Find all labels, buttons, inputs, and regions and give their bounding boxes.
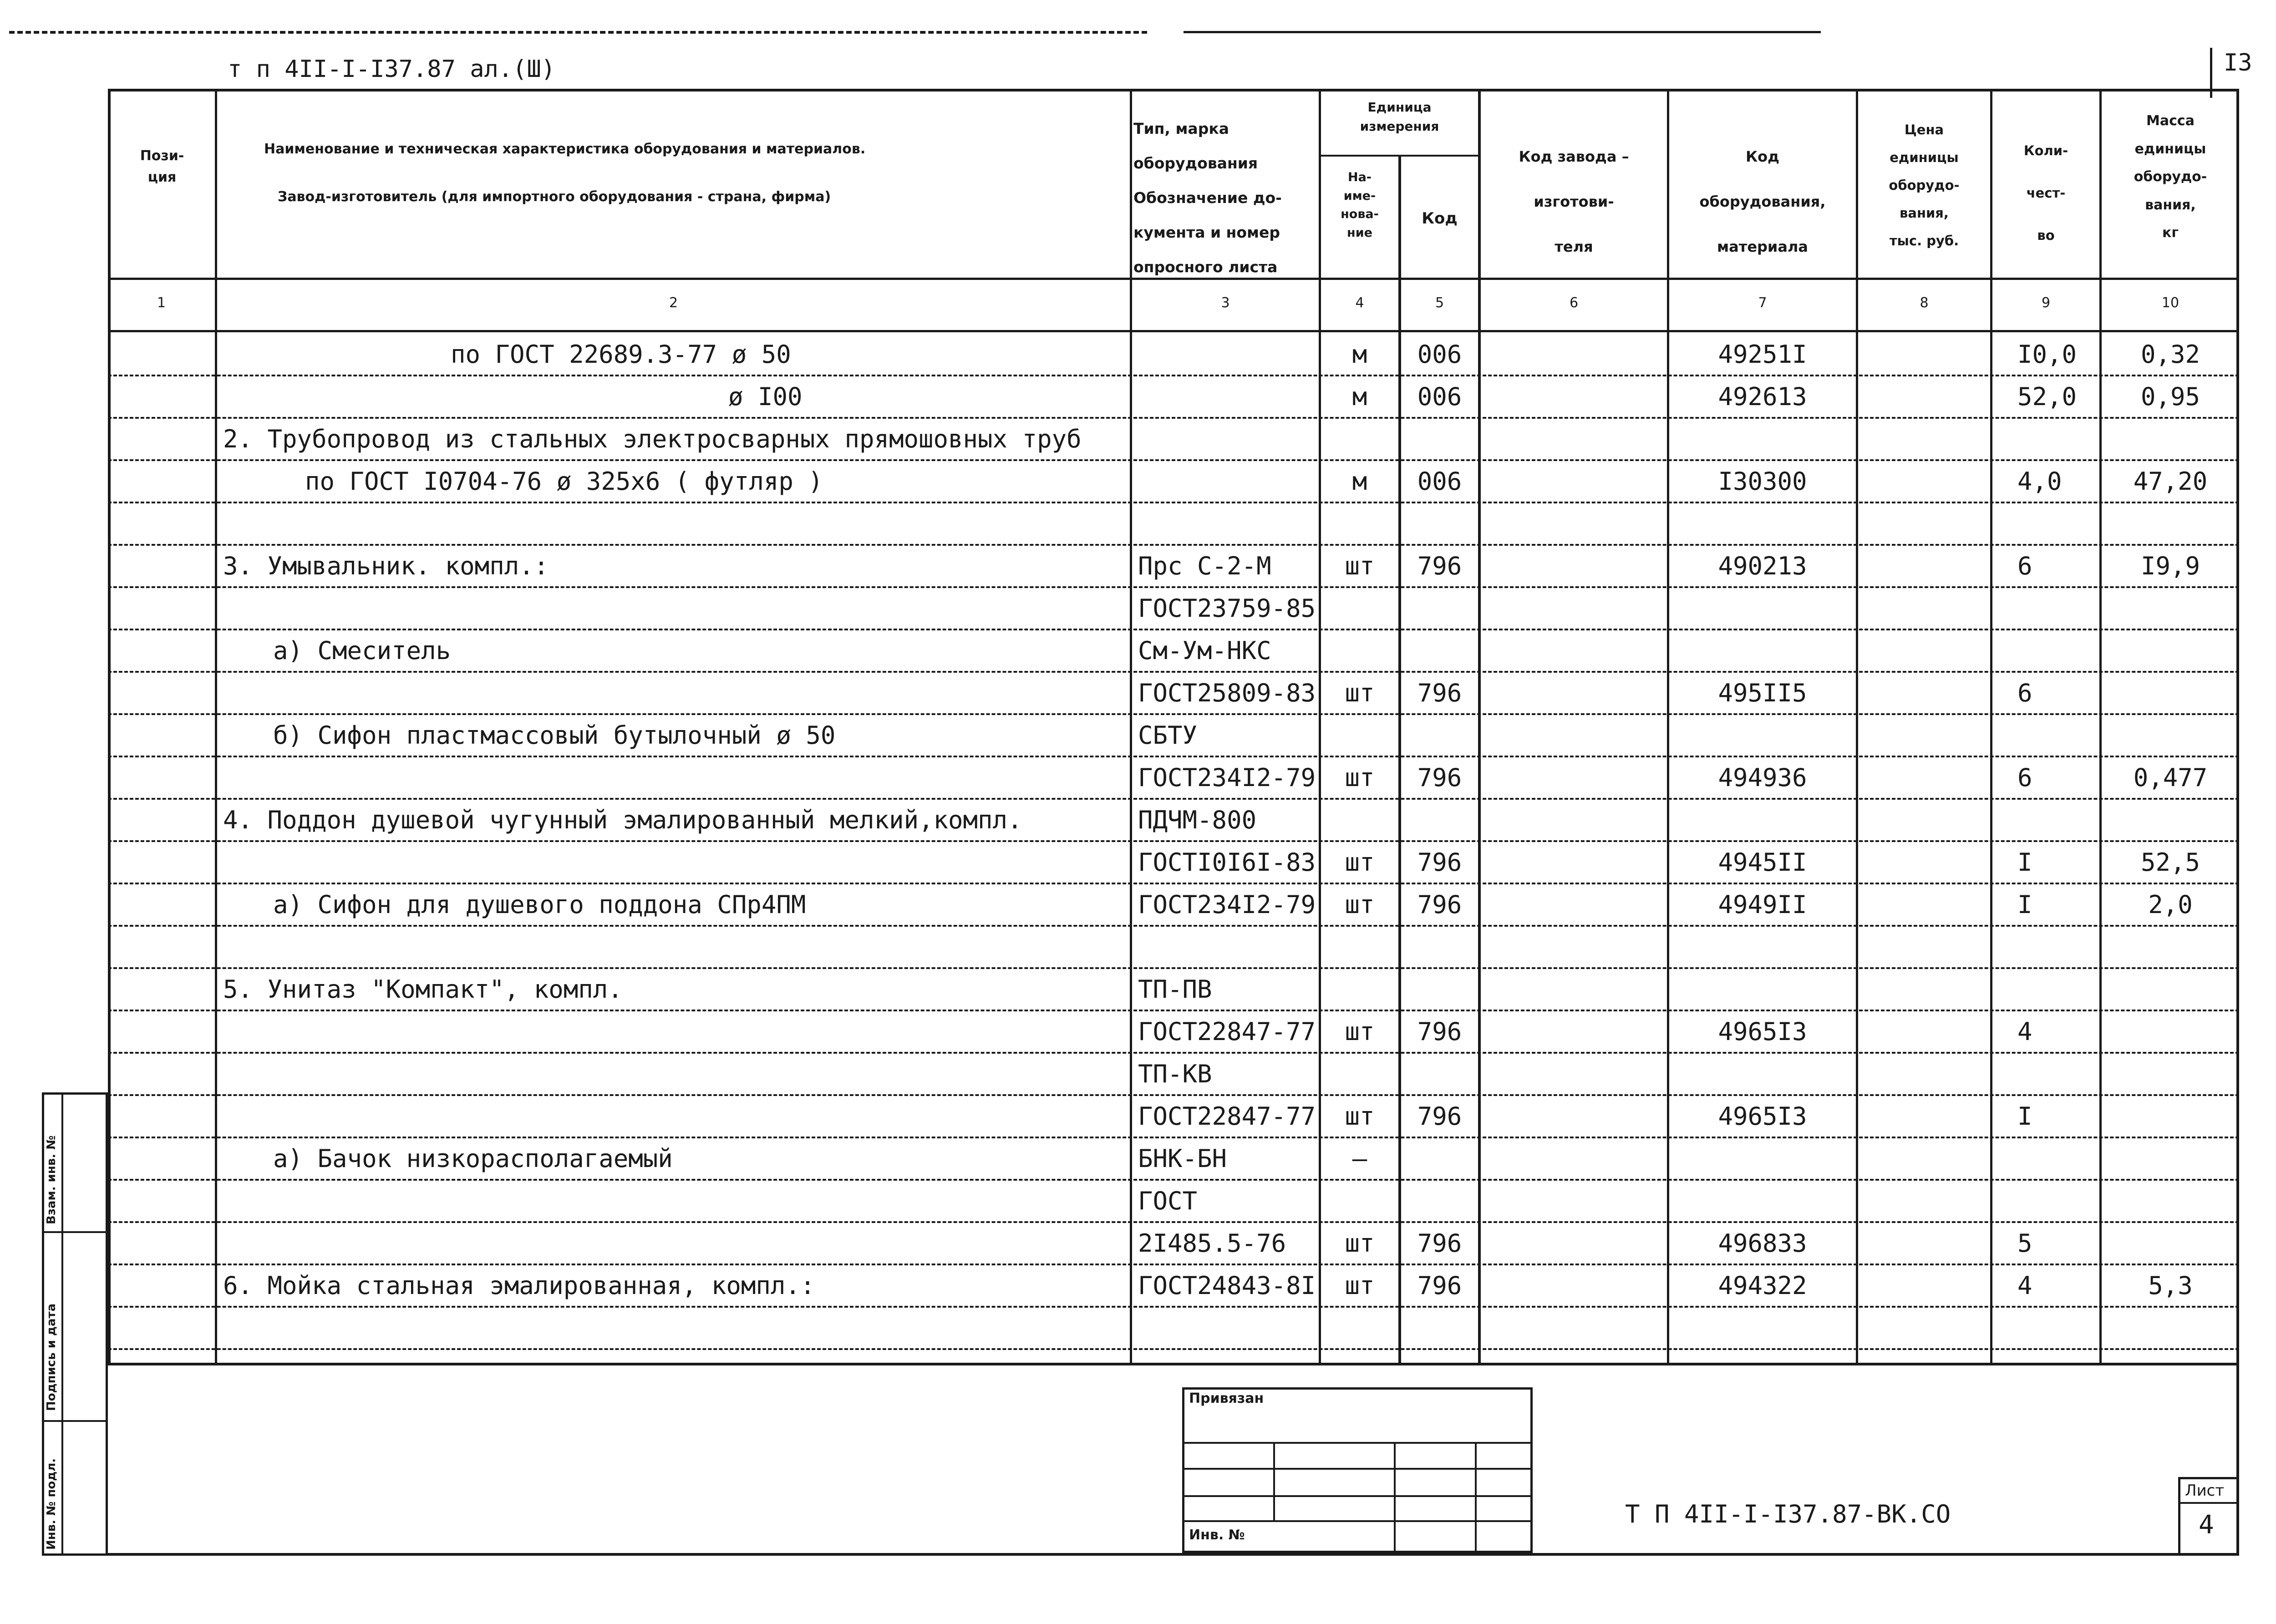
header-quantity: Коли- чест- во	[2023, 143, 2068, 243]
cell-unit: шт	[1345, 1229, 1375, 1258]
column-number: 7	[1758, 295, 1767, 311]
top-rule-right	[1184, 31, 1821, 33]
cell-desc: а) Бачок низкорасполагаемый	[273, 1144, 673, 1173]
document-code-top: т п 4II-I-I37.87 ал.(Ш)	[228, 56, 556, 83]
cell-unit: шт	[1345, 890, 1375, 919]
cell-qty: I	[2017, 1102, 2032, 1131]
cell-unit: шт	[1345, 763, 1375, 792]
inventory-label: Инв. №	[1189, 1527, 1245, 1543]
cell-type: ГОСТ22847-77	[1138, 1102, 1316, 1131]
row-separator	[108, 502, 2239, 503]
cell-qty: 6	[2017, 679, 2032, 707]
header-unit-code: Код	[1422, 209, 1458, 228]
cell-type: ГОСТ234I2-79	[1138, 890, 1316, 919]
cell-desc: 3. Умывальник. компл.:	[223, 552, 549, 580]
attached-hline-3	[1182, 1495, 1533, 1497]
row-separator	[108, 1306, 2239, 1308]
row-separator	[108, 967, 2239, 969]
cell-unit: м	[1352, 340, 1367, 369]
cell-qty: I	[2017, 890, 2032, 919]
cell-mass: I9,9	[2140, 552, 2200, 580]
col-line-1	[215, 89, 217, 1365]
cell-unit: —	[1352, 1144, 1367, 1173]
col-line-2	[1130, 89, 1132, 1365]
cell-type: ГОСТ23759-85	[1138, 594, 1316, 623]
cell-type: ГОСТ234I2-79	[1138, 763, 1316, 792]
cell-type: ГОСТ24843-8I	[1138, 1271, 1316, 1300]
cell-code: 006	[1417, 467, 1462, 496]
cell-unit: шт	[1345, 848, 1375, 877]
cell-code: 006	[1417, 340, 1462, 369]
column-number: 5	[1435, 295, 1444, 311]
header-material-code: Код оборудования, материала	[1699, 148, 1826, 256]
cell-desc: 2. Трубопровод из стальных электросварных прямошовных труб	[223, 425, 1082, 453]
cell-mat: 4949II	[1718, 890, 1807, 919]
header-factory-code: Код завода – изготови- теля	[1519, 148, 1629, 256]
cell-code: 006	[1417, 382, 1462, 411]
top-rule	[9, 31, 1147, 34]
cell-code: 796	[1417, 890, 1462, 919]
attached-vline-1	[1273, 1442, 1275, 1522]
cell-mass: 52,5	[2140, 848, 2200, 877]
cell-qty: 4,0	[2017, 467, 2062, 496]
cell-type: БНК-БН	[1138, 1144, 1227, 1173]
cell-mat: I30300	[1718, 467, 1807, 496]
cell-qty: 4	[2017, 1271, 2032, 1300]
cell-desc: 4. Поддон душевой чугунный эмалированный мелкий,компл.	[223, 806, 1022, 834]
row-separator	[108, 1348, 2239, 1350]
column-number: 4	[1355, 295, 1364, 311]
cell-code: 796	[1417, 1229, 1462, 1258]
attached-hline-4	[1182, 1520, 1533, 1522]
side-stamp-hline-2	[42, 1420, 108, 1422]
cell-qty: 4	[2017, 1017, 2032, 1046]
row-separator	[108, 756, 2239, 757]
row-separator	[108, 798, 2239, 800]
cell-mass: 0,95	[2140, 382, 2200, 411]
cell-type: СБТУ	[1138, 721, 1198, 750]
attached-label: Привязан	[1189, 1391, 1264, 1406]
cell-code: 796	[1417, 1271, 1462, 1300]
attached-vline-2	[1394, 1442, 1396, 1553]
row-separator	[108, 629, 2239, 630]
column-number: 6	[1569, 295, 1579, 311]
cell-mat: 494936	[1718, 763, 1807, 792]
cell-mat: 4965I3	[1718, 1017, 1807, 1046]
cell-type: ГОСТ22847-77	[1138, 1017, 1316, 1046]
row-separator	[108, 544, 2239, 546]
cell-code: 796	[1417, 679, 1462, 707]
cell-desc: 6. Мойка стальная эмалированная, компл.:	[223, 1271, 815, 1300]
cell-qty: 52,0	[2017, 382, 2077, 411]
cell-type: ТП-ПВ	[1138, 975, 1212, 1004]
cell-mat: 492613	[1718, 382, 1807, 411]
cell-type: ГОСТ25809-83	[1138, 679, 1316, 707]
col-line-4	[1398, 155, 1401, 1365]
cell-type: ТП-КВ	[1138, 1060, 1212, 1088]
sheet-box-divider	[2178, 1502, 2239, 1504]
cell-qty: 6	[2017, 763, 2032, 792]
column-number: 8	[1920, 295, 1929, 311]
cell-desc: ø I00	[728, 382, 803, 411]
attached-hline-1	[1182, 1442, 1533, 1444]
cell-mass: 0,32	[2140, 340, 2200, 369]
cell-code: 796	[1417, 848, 1462, 877]
row-separator	[108, 1264, 2239, 1265]
header-name-line2: Завод-изготовитель (для импортного оборудования - страна, фирма)	[278, 189, 831, 205]
row-separator	[108, 1137, 2239, 1138]
side-label-inv-repl: Взам. инв. №	[45, 1135, 58, 1224]
cell-unit: шт	[1345, 679, 1375, 707]
cell-unit: м	[1352, 467, 1367, 496]
cell-desc: а) Сифон для душевого поддона СПр4ПМ	[273, 890, 806, 919]
cell-mass: 0,477	[2133, 763, 2208, 792]
cell-mat: 49251I	[1718, 340, 1807, 369]
row-separator	[108, 417, 2239, 419]
cell-qty: 6	[2017, 552, 2032, 580]
col-line-9	[2099, 89, 2102, 1365]
row-separator	[108, 840, 2239, 842]
column-number: 3	[1221, 295, 1230, 311]
cell-type: 2I485.5-76	[1138, 1229, 1286, 1258]
header-mass: Масса единицы оборудо- вания, кг	[2134, 113, 2207, 241]
side-label-inv-orig: Инв. № подл.	[45, 1458, 58, 1550]
cell-code: 796	[1417, 1017, 1462, 1046]
row-separator	[108, 1010, 2239, 1011]
row-separator	[108, 1052, 2239, 1054]
cell-unit: шт	[1345, 552, 1375, 580]
row-separator	[108, 883, 2239, 884]
sheet-number: 4	[2199, 1510, 2214, 1540]
column-number: 2	[669, 295, 678, 311]
row-separator	[108, 459, 2239, 461]
header-price: Цена единицы оборудо- вания, тыс. руб.	[1889, 122, 1960, 249]
cell-code: 796	[1417, 1102, 1462, 1131]
cell-unit: м	[1352, 382, 1367, 411]
cell-desc: б) Сифон пластмассовый бутылочный ø 50	[273, 721, 836, 750]
cell-type: ПДЧМ-800	[1138, 806, 1257, 834]
document-code-bottom: Т П 4II-I-I37.87-ВК.СО	[1625, 1500, 1951, 1528]
cell-unit: шт	[1345, 1017, 1375, 1046]
cell-code: 796	[1417, 763, 1462, 792]
cell-unit: шт	[1345, 1102, 1375, 1131]
col-line-7	[1856, 89, 1858, 1365]
col-line-8	[1990, 89, 1992, 1365]
row-separator	[108, 375, 2239, 376]
cell-mass: 5,3	[2148, 1271, 2193, 1300]
cell-mat: 496833	[1718, 1229, 1807, 1258]
stamp-bottom-line	[108, 1553, 2239, 1556]
cell-desc: по ГОСТ I0704-76 ø 325х6 ( футляр )	[305, 467, 823, 496]
cell-qty: I0,0	[2017, 340, 2077, 369]
cell-mat: 4965I3	[1718, 1102, 1807, 1131]
cell-mass: 2,0	[2148, 890, 2193, 919]
unit-group-divider	[1319, 155, 1480, 157]
sheet-label: Лист	[2185, 1482, 2225, 1500]
cell-type: См-Ум-НКС	[1138, 636, 1271, 665]
cell-unit: шт	[1345, 1271, 1375, 1300]
attached-hline-2	[1182, 1468, 1533, 1470]
colnum-bottom-line	[108, 330, 2239, 332]
cell-mass: 47,20	[2133, 467, 2208, 496]
row-separator	[108, 1094, 2239, 1096]
column-number: 10	[2161, 295, 2179, 311]
cell-mat: 495II5	[1718, 679, 1807, 707]
header-type: Тип, марка оборудования Обозначение до- кумента и номер опросного листа	[1133, 120, 1282, 276]
side-stamp-hline-1	[42, 1231, 108, 1233]
header-position: Пози- ция	[140, 148, 184, 185]
cell-type: Прс С-2-М	[1138, 552, 1271, 580]
cell-type: ГОСТI0I6I-83	[1138, 848, 1316, 877]
row-separator	[108, 713, 2239, 715]
cell-mat: 4945II	[1718, 848, 1807, 877]
row-separator	[108, 1179, 2239, 1181]
cell-mat: 490213	[1718, 552, 1807, 580]
cell-qty: 5	[2017, 1229, 2032, 1258]
col-line-6	[1667, 89, 1669, 1365]
cell-code: 796	[1417, 552, 1462, 580]
row-separator	[108, 1221, 2239, 1223]
col-line-3	[1319, 89, 1321, 1365]
cell-desc: по ГОСТ 22689.3-77 ø 50	[451, 340, 791, 369]
row-separator	[108, 586, 2239, 588]
side-stamp-vline	[61, 1092, 63, 1556]
cell-desc: 5. Унитаз "Компакт", компл.	[223, 975, 623, 1004]
page-number-top: I3	[2224, 49, 2252, 76]
header-name-line1: Наименование и техническая характеристика оборудования и материалов.	[264, 141, 866, 157]
cell-type: ГОСТ	[1138, 1187, 1198, 1215]
col-line-5	[1478, 89, 1481, 1365]
row-separator	[108, 925, 2239, 927]
side-label-sign-date: Подпись и дата	[45, 1303, 58, 1411]
cell-mat: 494322	[1718, 1271, 1807, 1300]
cell-qty: I	[2017, 848, 2032, 877]
column-number: 9	[2041, 295, 2051, 311]
header-unit-group: Единица измерения	[1360, 100, 1439, 134]
cell-desc: а) Смеситель	[273, 636, 451, 665]
attached-vline-3	[1475, 1442, 1477, 1553]
row-separator	[108, 671, 2239, 673]
header-unit-name: На- име- нова- ние	[1341, 170, 1379, 240]
column-number: 1	[157, 295, 166, 311]
